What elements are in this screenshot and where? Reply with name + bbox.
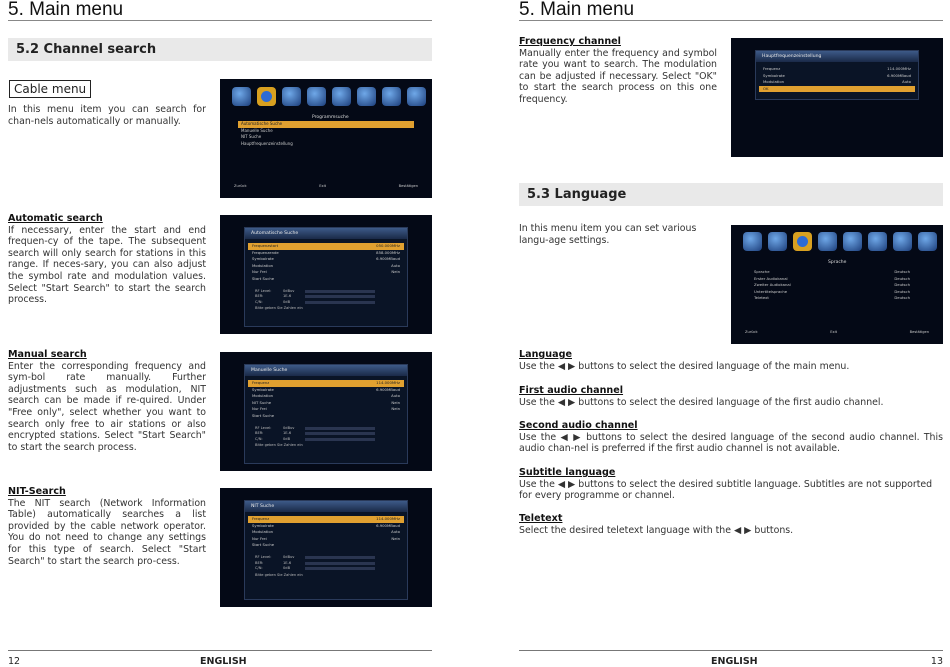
row-label: Erster Audiokanal (754, 275, 788, 281)
page-footer (519, 650, 943, 667)
dialog-panel (755, 50, 919, 100)
footer-back: Zurück (234, 184, 247, 188)
automatic-search-heading: Automatic search (8, 213, 103, 224)
row-value: 6.900MBaud (887, 72, 911, 78)
dialog-panel (244, 227, 408, 327)
dialog-rows (747, 265, 917, 306)
automatic-search-block (8, 213, 206, 306)
signal-value: 0dB (283, 566, 291, 571)
language-text: Use the ◀ ▶ buttons to select the desired language of the main menu. (519, 360, 850, 372)
row-value: 050.000MHz (376, 243, 400, 248)
screen-footer (745, 330, 929, 334)
signal-bar (305, 567, 375, 570)
row-label: Modulation (252, 262, 274, 268)
dialog-row (750, 282, 914, 289)
signal-bar (305, 432, 375, 435)
nit-search-heading: NIT-Search (8, 486, 66, 497)
row-value: Nein (391, 269, 400, 275)
row-label: Nur Frei (252, 535, 267, 541)
row-value: Deutsch (894, 288, 910, 294)
screenshot-automatische-suche (220, 215, 432, 334)
dialog-row (750, 269, 914, 276)
footer-back: Zurück (745, 330, 758, 334)
screen-title: Programmsuche (312, 115, 349, 120)
menu-list (238, 121, 414, 147)
dialog-row (248, 256, 404, 263)
row-value: Deutsch (894, 282, 910, 288)
signal-label: RF Level: (255, 425, 272, 430)
teletext-heading: Teletext (519, 513, 563, 524)
screenshot-hauptfrequenz (731, 38, 943, 157)
list-item: Hauptfrequenzeinstellung (241, 140, 293, 146)
row-label: Sprache (754, 269, 770, 274)
row-value: 114.000MHz (376, 516, 400, 521)
signal-row (255, 300, 397, 306)
row-value: Deutsch (894, 275, 910, 281)
nit-search-text: The NIT search (Network Information Table) automatically searches a list provided by the cable network operator. You do not need to change any settings for this type of search. Select "Start Search" to start the search pro-cess. (8, 497, 206, 567)
first-audio-block (519, 385, 943, 408)
dialog-row (248, 380, 404, 387)
signal-bar (305, 301, 375, 304)
list-item: Manuelle Suche (241, 127, 273, 133)
dialog-row (248, 276, 404, 283)
globe-icon (793, 232, 812, 251)
footer-confirm: Bestätigen (909, 330, 929, 334)
row-value: Auto (391, 262, 400, 268)
screenshot-manuelle-suche (220, 352, 432, 471)
signal-info (245, 553, 407, 580)
row-value: Nein (391, 535, 400, 541)
page-footer (8, 650, 432, 667)
row-label: Start Suche (252, 412, 275, 418)
screenshot-nit-suche (220, 488, 432, 607)
signal-bar (305, 562, 375, 565)
dialog-row (759, 86, 915, 93)
dialog-row (759, 73, 915, 80)
row-value: 6.900MBaud (376, 522, 400, 528)
signal-bar (305, 438, 375, 441)
clock-icon (332, 87, 351, 106)
row-label: Frequenzstart (252, 243, 279, 248)
row-value: Deutsch (894, 295, 910, 301)
cable-menu-text: In this menu item you can search for chan-nels automatically or manually. (8, 104, 206, 127)
dialog-row (248, 269, 404, 276)
screen-title: Sprache (828, 260, 847, 265)
signal-label: C/N: (255, 436, 263, 441)
dialog-row (248, 387, 404, 394)
row-label: Modulation (252, 393, 274, 399)
signal-value: 0dB (283, 299, 291, 304)
screen-footer (234, 184, 418, 188)
page-title: 5. Main menu (519, 0, 943, 21)
menu-icon-row (232, 87, 426, 106)
first-audio-text: Use the ◀ ▶ buttons to select the desired language of the first audio channel. (519, 396, 884, 408)
second-audio-text: Use the ◀ ▶ buttons to select the desired language of the second audio channel. This audio chan-nel is preferred if the first audio channel is not available. (519, 431, 943, 455)
row-label: Symbolrate (763, 72, 785, 78)
manual-search-text: Enter the corresponding frequency and sym-bol rate manually. Further adjustments such as modulation, NIT search can be made if re-quired. Under "Free only", select whether you want to search only free to air stations or also encrypted stations. Select "Start Search" to start the search process. (8, 360, 206, 453)
dialog-row (248, 243, 404, 250)
list-item: NIT Suche (241, 134, 262, 140)
nit-search-block (8, 486, 206, 567)
signal-value: 1E-6 (283, 294, 292, 299)
dialog-row (248, 406, 404, 413)
dialog-row (248, 393, 404, 400)
signal-bar (305, 427, 375, 430)
row-label: Teletext (754, 295, 769, 301)
dialog-panel (244, 364, 408, 464)
row-value: 114.000MHz (887, 66, 911, 71)
row-label: Nur Frei (252, 406, 267, 412)
dialog-title: NIT Suche (245, 501, 407, 512)
dialog-row (750, 276, 914, 283)
row-value: 6.900MBaud (376, 256, 400, 262)
dialog-panel (244, 500, 408, 600)
frequency-channel-block (519, 36, 717, 106)
signal-value: 0dBuv (283, 288, 295, 293)
signal-label: C/N: (255, 299, 263, 304)
search-icon (257, 87, 276, 106)
footer-exit: Exit (830, 330, 838, 334)
row-label: Frequenzende (252, 249, 279, 255)
footer-confirm: Bestätigen (398, 184, 418, 188)
subtitle-heading: Subtitle language (519, 467, 616, 478)
dialog-row (759, 66, 915, 73)
dialog-row (248, 529, 404, 536)
signal-value: 1E-6 (283, 431, 292, 436)
signal-value: 1E-6 (283, 560, 292, 565)
row-label: Nur Frei (252, 269, 267, 275)
dialog-row (248, 263, 404, 270)
drop-icon (407, 87, 426, 106)
tools-icon (818, 232, 837, 251)
footer-exit: Exit (319, 184, 327, 188)
dialog-row (248, 542, 404, 549)
row-value: Nein (391, 399, 400, 405)
page-title: 5. Main menu (8, 0, 432, 21)
footer-language: ENGLISH (200, 656, 247, 667)
dialog-row (750, 289, 914, 296)
page-number: 13 (930, 656, 943, 667)
dialog-row (750, 295, 914, 302)
right-page (519, 0, 943, 667)
signal-bar (305, 290, 375, 293)
dialog-rows (245, 239, 407, 287)
signal-row (255, 566, 397, 572)
automatic-search-text: If necessary, enter the start and end frequen-cy of the tape. The subsequent search will only search for stations in this range. If neces-sary, you can also adjust the symbol rate and modulation values. Select "Start Search" to start the search process. (8, 224, 206, 306)
dialog-row (248, 400, 404, 407)
row-label: Frequenz (252, 516, 270, 521)
dialog-row (248, 413, 404, 420)
tv-icon (743, 232, 762, 251)
frequency-channel-heading: Frequency channel (519, 36, 621, 47)
row-label: OK (763, 85, 769, 91)
signal-info (245, 287, 407, 314)
dialog-rows (756, 62, 918, 96)
search-icon (768, 232, 787, 251)
signal-bar (305, 556, 375, 559)
row-value: 6.900MBaud (376, 386, 400, 392)
page-number: 12 (8, 656, 21, 667)
second-audio-block (519, 420, 943, 455)
dialog-title: Manuelle Suche (245, 365, 407, 376)
signal-row (255, 437, 397, 443)
language-heading: Language (519, 349, 572, 360)
row-label: Start Suche (252, 275, 275, 281)
row-label: Start Suche (252, 542, 275, 548)
subtitle-text: Use the ◀ ▶ buttons to select the desired subtitle language. Subtitles are not supported for every programme or channel. (519, 478, 933, 502)
dialog-rows (245, 512, 407, 553)
row-label: Frequenz (252, 380, 270, 385)
teletext-block (519, 513, 943, 536)
row-value: Nein (391, 406, 400, 412)
drop-icon (918, 232, 937, 251)
dialog-row (248, 250, 404, 257)
gear-icon (868, 232, 887, 251)
signal-bar (305, 295, 375, 298)
play-icon (893, 232, 912, 251)
dialog-title: Hauptfrequenzeinstellung (756, 51, 918, 62)
signal-info (245, 424, 407, 451)
signal-value: 0dBuv (283, 554, 295, 559)
clock-icon (843, 232, 862, 251)
row-value: Auto (391, 393, 400, 399)
row-label: Symbolrate (252, 256, 274, 262)
dialog-row (248, 536, 404, 543)
globe-icon (282, 87, 301, 106)
row-value: Deutsch (894, 269, 910, 274)
dialog-rows (245, 376, 407, 424)
tools-icon (307, 87, 326, 106)
play-icon (382, 87, 401, 106)
hint-text: Bitte geben Sie Zahlen ein (255, 443, 303, 448)
row-value: Auto (391, 529, 400, 535)
subtitle-block (519, 467, 943, 502)
list-item: Automatische Suche (238, 121, 414, 128)
screenshot-programmsuche (220, 79, 432, 198)
row-value: Auto (902, 79, 911, 85)
row-label: Modulation (763, 79, 785, 85)
row-value: 114.000MHz (376, 380, 400, 385)
language-intro: In this menu item you can set various langu-age settings. (519, 223, 697, 246)
dialog-row (759, 79, 915, 86)
signal-label: BER: (255, 431, 264, 436)
language-block (519, 349, 943, 372)
row-label: Untertitelsprache (754, 288, 788, 294)
row-label: Frequenz (763, 66, 781, 71)
hint-text: Bitte geben Sie Zahlen ein (255, 572, 303, 577)
signal-label: RF Level: (255, 554, 272, 559)
gear-icon (357, 87, 376, 106)
row-label: Symbolrate (252, 522, 274, 528)
dialog-row (248, 516, 404, 523)
section-channel-search: 5.2 Channel search (8, 38, 432, 61)
row-label: Zweiter Audiokanal (754, 282, 791, 288)
row-label: Modulation (252, 529, 274, 535)
signal-label: BER: (255, 560, 264, 565)
manual-search-block (8, 349, 206, 453)
left-page (8, 0, 432, 667)
signal-label: C/N: (255, 566, 263, 571)
signal-label: BER: (255, 294, 264, 299)
cable-menu-label: Cable menu (9, 80, 91, 98)
manual-search-heading: Manual search (8, 349, 87, 360)
footer-language: ENGLISH (711, 656, 758, 667)
dialog-title: Automatische Suche (245, 228, 407, 239)
first-audio-heading: First audio channel (519, 385, 624, 396)
row-label: NIT Suche (252, 399, 272, 405)
teletext-text: Select the desired teletext language with the ◀ ▶ buttons. (519, 524, 794, 536)
dialog-row (248, 523, 404, 530)
hint-text: Bitte geben Sie Zahlen ein (255, 306, 303, 311)
section-language: 5.3 Language (519, 183, 943, 206)
menu-icon-row (743, 232, 937, 251)
row-value: 858.000MHz (376, 249, 400, 255)
frequency-channel-text: Manually enter the frequency and symbol rate you want to search. The modulation can be adjusted if necessary. Select "OK" to start the search process on this one frequency. (519, 47, 717, 105)
signal-value: 0dBuv (283, 425, 295, 430)
screenshot-sprache (731, 225, 943, 344)
signal-value: 0dB (283, 436, 291, 441)
tv-icon (232, 87, 251, 106)
second-audio-heading: Second audio channel (519, 420, 638, 431)
row-label: Symbolrate (252, 386, 274, 392)
signal-label: RF Level: (255, 288, 272, 293)
